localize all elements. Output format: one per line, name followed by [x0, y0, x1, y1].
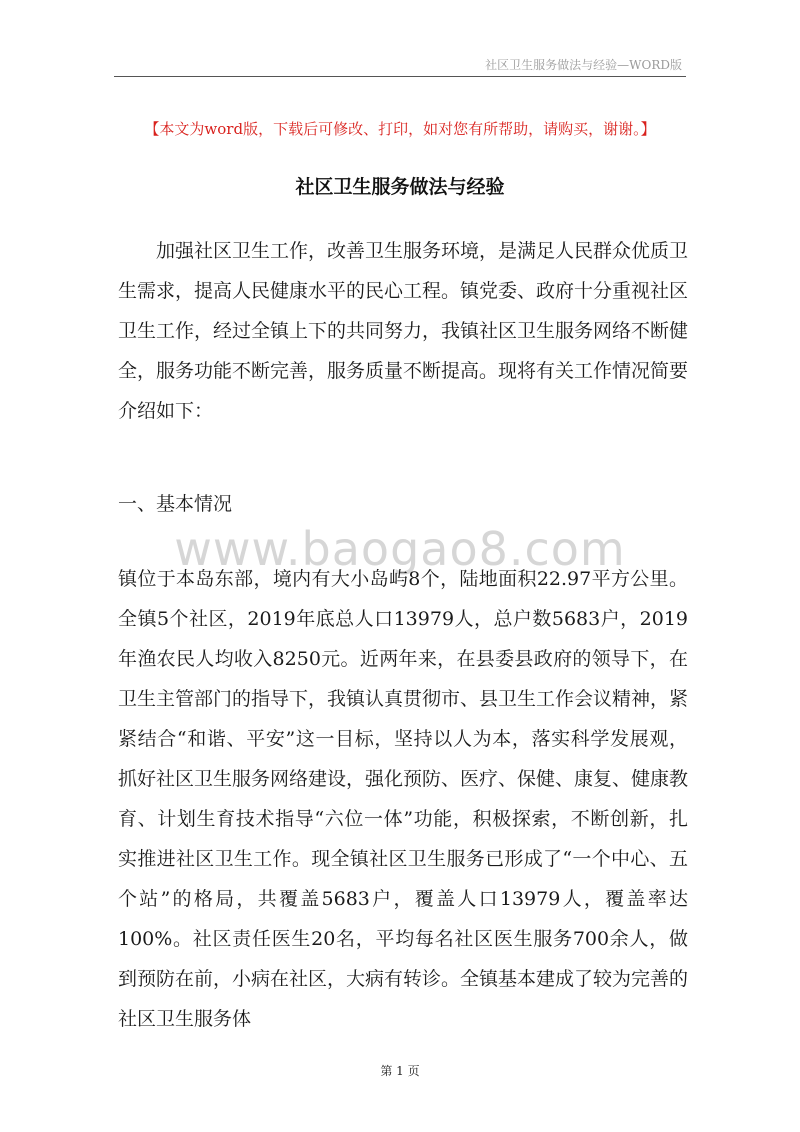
intro-paragraph: 加强社区卫生工作，改善卫生服务环境，是满足人民群众优质卫生需求，提高人民健康水平的民心工程。镇党委、政府十分重视社区卫生工作，经过全镇上下的共同努力，我镇社区卫生服务网络不断健全，服务功能不断完善，服务质量不断提高。现将有关工作情况简要介绍如下： — [118, 240, 689, 422]
running-header: 社区卫生服务做法与经验—WORD版 — [485, 58, 682, 72]
document-title: 社区卫生服务做法与经验 — [295, 176, 505, 198]
purchase-notice: 【本文为word版，下载后可修改、打印，如对您有所帮助，请购买，谢谢。】 — [144, 120, 656, 138]
section-heading: 一、基本情况 — [118, 493, 233, 515]
page-number: 第 1 页 — [380, 1064, 420, 1078]
watermark: www.baogao8.com — [174, 522, 626, 576]
body-paragraph: 镇位于本岛东部，境内有大小岛屿8个，陆地面积22.97平方公里。全镇5个社区，2019年底总人口13979人，总户数5683户，2019年渔农民人均收入8250元。近两年来，在县委县政府的领导下，在卫生主管部门的指导下，我镇认真贯彻市、县卫生工作会议精神，紧紧结合“和谐、平安”这一目标，坚持以人为本，落实科学发展观，抓好社区卫生服务网络建设，强化预防、医疗、保健、康复、健康教育、计划生育技术指导“六位一体”功能，积极探索，不断创新，扎实推进社区卫生工作。现全镇社区卫生服务已形成了“一个中心、五个站”的格局，共覆盖5683户，覆盖人口13979人，覆盖率达100%。社区责任医生20名，平均每名社区医生服务700余人，做到预防在前，小病在社区，大病有转诊。全镇基本建成了较为完善的社区卫生服务体 — [118, 568, 689, 1030]
header-divider — [114, 76, 686, 77]
